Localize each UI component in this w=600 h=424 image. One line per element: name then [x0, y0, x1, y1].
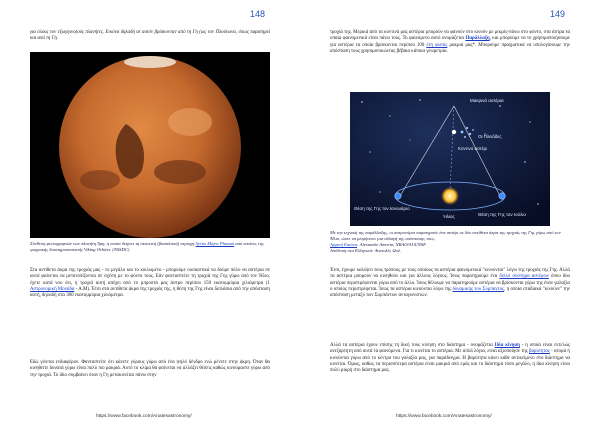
binary-star-link[interactable]: διπλό σύστημα αστέρων — [499, 274, 549, 280]
mars-photo — [30, 52, 270, 238]
parallax-link[interactable]: Παράλλαξη — [465, 36, 490, 42]
parallax-caption-text: Με την τεχνική της παράλλαξης, οι αστρονόμοι παρατηρούν ένα αστέρι σε δύο αντίθετα άκρα της τροχιάς της Γης γύρω από τον Ήλιο, ώστε να μετρήσουν μια αλλαγή της απόστασης τους. — [330, 230, 561, 241]
universe-expansion-link[interactable]: δυναμικής του Σύμπαντος — [452, 286, 504, 292]
astronomical-unit-link[interactable]: Αστρονομική Μονάδα — [30, 286, 75, 292]
right-para3-text-mid: - η οποία είναι εντελώς ανεξάρτητη από αυτά τα φαινόμενα. Για τι κινείται το αστέρια. Με απλά λόγια, είναι αξιοποίησε της — [330, 343, 571, 355]
right-para2-text-end: , η οποία στάδιακά "κινούνε" την απόσταση μεταξύ των Συμπάντων ανταγωνιστών. — [330, 286, 571, 299]
original-image-link[interactable]: Αρχική Εικόνα — [330, 241, 357, 247]
earth-january-icon — [395, 193, 401, 199]
right-para1-text-mid: , και μπορούμε να το χρησιμοποιήσουμε για αστέρια τα οποία βρίσκονται περίπου 100 — [330, 36, 570, 48]
parallax-caption-translation: Απόδοση στα Ελληνικά: Ανατολές Ωολ. — [330, 247, 402, 253]
page-number-right: 149 — [550, 9, 566, 19]
earth-july-icon — [499, 193, 505, 199]
light-years-link[interactable]: έτη φωτός — [426, 42, 448, 48]
footer-left[interactable]: https://www.facebook.com/Anatesastronomy/ — [96, 414, 192, 419]
near-star — [452, 130, 456, 134]
left-paragraph-1 — [30, 268, 270, 299]
dark-region — [154, 160, 206, 184]
bright-region — [168, 108, 212, 136]
right-paragraph-1 — [330, 30, 570, 55]
right-para2-text: Έτσι, έχουμε καλύψει τους τρόπους με τους οποίους τα αστέρια φαινομενικά "κινούνται" λόγω της τροχιάς της Γης. Αλλά τα αστέρια μπορούν να κινηθούν και για άλλους λόγους. Ίσως παρατηρούμε ένα — [330, 268, 570, 280]
right-page — [300, 0, 600, 424]
left-para1-text: Στα αντίθετα άκρα της τροχιάς μας - το μεγάλο και το κοιλωμένο - μπορούμε ουσιαστικά να δούμε πόλο να αστέρια σε αυτά φαίνεται να μετατοπίζονται σε σχέση με το φόντο τους. Εάν φανταστείτε τη τροχιά της Γης γύρω από τον Ήλιο, έχετε κατά νου ότι, η τροχιά αυτή απέχει από το μπροστά μας άστρο περίπου 150 εκατομμύρια χιλιόμετρα (1 — [30, 268, 270, 286]
left-paragraph-2: Εδώ γίνεται ενδιαφέρον. Φανταστείτε ότι κάνετε γύρους γύρω από ένα ψηλό δένδρο ενώ μένετε στην άκρη. Όταν θα κινηθείτε δυνατά γύρω είναι πολύ πιο μακριά. Αυτό το κλίμα θα φαίνεται να αλλάζει θέσεις καθώς κινούμαστε γύρω από την τροχιά. Το ίδιο συμβαίνει όταν η Γη μετακινείται πάνω στην — [30, 360, 270, 378]
mars-caption-tail: από εικόνες της τροχιακής διαστημοσυσκευής Viking Orbiter. (NSSDC) — [30, 241, 264, 252]
label-earth-july: Θέση της Γης τον Ιούλιο — [478, 212, 526, 217]
right-para3-text: Αλλά τα αστέρια έχουν επίσης τη δική τους κίνηση στο διάστημα - ονομάζεται — [330, 343, 495, 348]
label-far-stars: Μακρινά αστέρια — [470, 98, 504, 103]
footer-right[interactable]: https://www.facebook.com/Anatesastronomy/ — [396, 414, 492, 419]
label-pleiades: Οι Πλειάδες — [478, 134, 502, 139]
parallax-diagram — [350, 92, 550, 226]
label-near-star: Κοντινό αστέρι — [458, 146, 488, 151]
parallax-caption-credit: : Alexandre Amorin, NRAO/AUI/NSF. — [356, 241, 427, 247]
left-intro-text: για όλους τον εξωγηινο(ούς πλανήτες. Εικόνα δηλαδή σε αυτόν βρίσκονταν από τη Γη (ως τον Πλούτωνα, όπως παρατηρεί και από τη Γη. — [30, 30, 270, 42]
label-earth-january: Θέση της Γης τον Ιανουάριο — [354, 206, 410, 211]
sun-icon — [441, 187, 459, 205]
label-sun: Ήλιος — [443, 214, 455, 219]
right-para1-text: τροχιά της. Μερικά από τα κοντινά μας αστέρια μπορούν να φανούν στο κινούν με μικρές-πάνω στο φόντο, στα άστρα τα οποία φαινομενικά είναι πάνω τους. Το φαινόμενο αυτό ονομάζεται — [330, 30, 570, 42]
right-para3-text-end: - ατομά ή κινούνται γύρω από το κέντρο του γαλαξία μας, για παράδειγμα. Η βαρύτητα κάνει κάθε αντικείμενο στο διάστημα να κινείται. Όμως, καθώς τα περισσότερα αστέρια είναι μακριά από εμάς και το διάστημα τόσο μεγάλο, η ίδια κίνηση είναι πολύ μικρή στο διάστημα μας. — [330, 349, 570, 374]
polar-cap — [124, 56, 176, 68]
gravity-link[interactable]: βαρύτητας — [528, 349, 550, 355]
right-paragraph-3 — [330, 343, 570, 374]
dark-region — [80, 170, 120, 190]
syrtis-major-link[interactable]: Syrtis Major Planum — [195, 241, 235, 246]
mars-caption — [30, 241, 270, 253]
mars-planet — [59, 56, 241, 238]
mars-caption-text: Σύνθεση φωτογραφιών των πλανήτη Άρη, η οποία δείχνει τη σκοτεινή (βασαλτική) περιοχή — [30, 241, 195, 246]
parallax-caption — [330, 230, 570, 254]
proper-motion-link[interactable]: Ιδία κίνηση — [494, 343, 520, 348]
page-number-left: 148 — [250, 9, 266, 19]
right-para1-text-end: μακριά μας*. Μπορούμε πραγματικά να υπολογίσουμε την απόσταση τους χρησιμοποιώντας βέβαια κάποια γεωμετρία. — [330, 42, 570, 54]
right-paragraph-2 — [330, 268, 570, 299]
right-para2-text-mid: όπου δύο αστέρια περιστρέφονται γύρω από το άλλο. Ίσως θέλουμε να παρατηρούμε αστέρια να βρίσκονται γύρω της έναν γαλαξία ο οποίος περιστρέφεται. Ίσως τα αστέρια κινούνται λόγω της — [330, 274, 571, 292]
left-para1-text-end: - Α.Μ). Έτσι στα αντίθετα άκρα της τροχιάς της, η θέση της Γης είναι διπλάσια από την απόσταση αυτή, δηλαδή στα 300 εκατομμύρια χιλιόμετρα. — [30, 286, 270, 299]
